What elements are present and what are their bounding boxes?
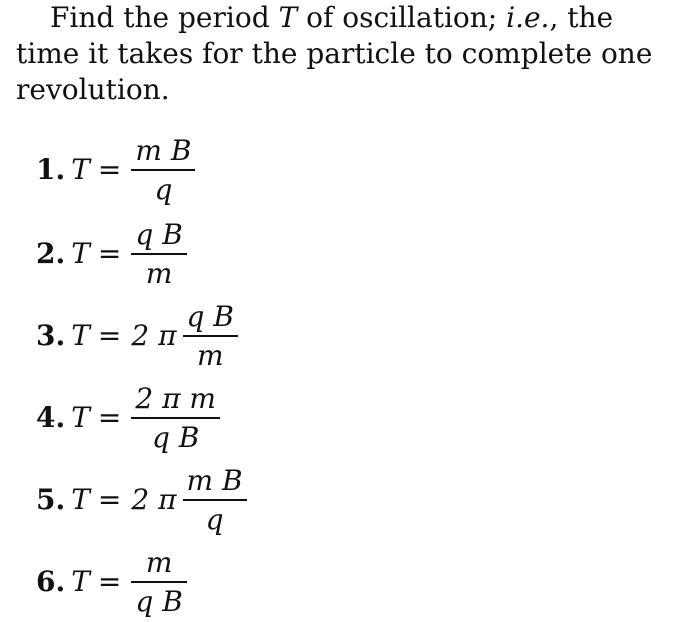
equals-sign: = bbox=[97, 483, 122, 516]
fraction-bar bbox=[131, 253, 186, 255]
choice-lhs: T bbox=[71, 401, 90, 434]
denominator: q bbox=[154, 172, 173, 206]
answer-choice-6[interactable] bbox=[36, 542, 187, 622]
fraction-bar bbox=[183, 335, 238, 337]
coefficient: 2 π bbox=[131, 483, 177, 516]
choice-number: 1. bbox=[36, 153, 66, 186]
fraction-bar bbox=[131, 581, 186, 583]
fraction bbox=[131, 134, 195, 207]
numerator: m bbox=[145, 545, 173, 579]
denominator: m bbox=[145, 256, 173, 290]
denominator: q B bbox=[151, 420, 200, 454]
choice-number: 6. bbox=[36, 565, 66, 598]
answer-choice-4[interactable] bbox=[36, 378, 220, 458]
fraction-bar bbox=[131, 417, 220, 419]
numerator: q B bbox=[135, 217, 183, 251]
fraction bbox=[131, 218, 186, 291]
question-part-1: Find the period bbox=[50, 1, 279, 34]
numerator: m B bbox=[186, 463, 243, 497]
question-text bbox=[16, 0, 656, 108]
choice-number: 2. bbox=[36, 237, 66, 270]
equals-sign: = bbox=[97, 401, 122, 434]
fraction bbox=[183, 300, 238, 373]
question-part-3: , the time it takes for the particle to complete one revolution. bbox=[16, 1, 653, 106]
period-symbol: T bbox=[278, 1, 298, 34]
choice-number: 5. bbox=[36, 483, 66, 516]
fraction bbox=[131, 546, 186, 619]
answer-choice-1[interactable] bbox=[36, 130, 195, 210]
denominator: q B bbox=[135, 584, 183, 618]
numerator: q B bbox=[186, 299, 234, 333]
equals-sign: = bbox=[97, 237, 122, 270]
ie-abbreviation: i.e. bbox=[506, 1, 550, 34]
fraction-bar bbox=[183, 499, 247, 501]
choice-number: 4. bbox=[36, 401, 66, 434]
choice-lhs: T bbox=[71, 483, 90, 516]
fraction bbox=[183, 464, 247, 537]
question-part-2: of oscillation; bbox=[297, 1, 507, 34]
answer-choice-5[interactable] bbox=[36, 460, 247, 540]
equals-sign: = bbox=[97, 153, 122, 186]
choice-number: 3. bbox=[36, 319, 66, 352]
equals-sign: = bbox=[97, 565, 122, 598]
answer-choice-3[interactable] bbox=[36, 296, 238, 376]
fraction-bar bbox=[131, 169, 195, 171]
choice-lhs: T bbox=[71, 319, 90, 352]
coefficient: 2 π bbox=[131, 319, 177, 352]
denominator: q bbox=[205, 502, 224, 536]
fraction bbox=[131, 382, 220, 455]
numerator: 2 π m bbox=[135, 381, 216, 415]
choice-lhs: T bbox=[71, 237, 90, 270]
choice-lhs: T bbox=[71, 153, 90, 186]
equals-sign: = bbox=[97, 319, 122, 352]
choice-lhs: T bbox=[71, 565, 90, 598]
numerator: m B bbox=[135, 133, 192, 167]
denominator: m bbox=[196, 338, 224, 372]
answer-choice-2[interactable] bbox=[36, 214, 187, 294]
